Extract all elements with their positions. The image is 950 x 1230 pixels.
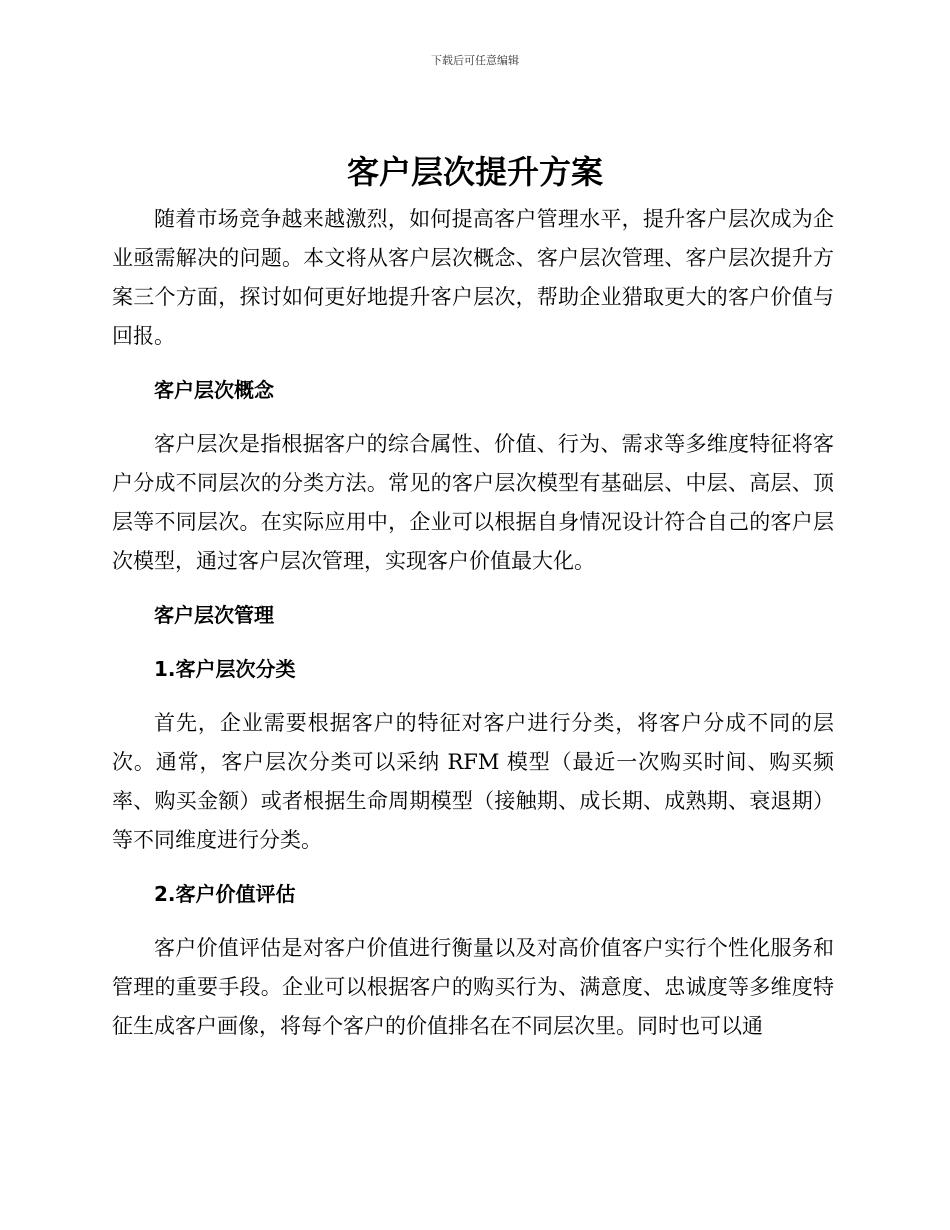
intro-paragraph: 随着市场竞争越来越激烈，如何提高客户管理水平，提升客户层次成为企业亟需解决的问题。本文将从客户层次概念、客户层次管理、客户层次提升方案三个方面，探讨如何更好地提升客户层次，帮助企业猎取更大的客户价值与回报。 [112, 207, 834, 348]
section-heading-management: 客户层次管理 [154, 603, 274, 627]
section-paragraph-classification: 首先，企业需要根据客户的特征对客户进行分类，将客户分成不同的层次。通常，客户层次分类可以采纳 RFM 模型（最近一次购买时间、购买频率、购买金额）或者根据生命周期模型（接触期、成长期、成熟期、衰退期）等不同维度进行分类。 [112, 711, 834, 852]
document-title: 客户层次提升方案 [346, 153, 603, 191]
section-paragraph-concept: 客户层次是指根据客户的综合属性、价值、行为、需求等多维度特征将客户分成不同层次的分类方法。常见的客户层次模型有基础层、中层、高层、顶层等不同层次。在实际应用中，企业可以根据自身情况设计符合自己的客户层次模型，通过客户层次管理，实现客户价值最大化。 [112, 432, 834, 573]
document-body [112, 200, 834, 1046]
section-heading-concept: 客户层次概念 [154, 378, 274, 402]
section-heading-value-assessment: 2.客户价值评估 [154, 882, 296, 906]
page-header: 下载后可任意编辑 [431, 54, 519, 67]
section-paragraph-value-assessment: 客户价值评估是对客户价值进行衡量以及对高价值客户实行个性化服务和管理的重要手段。企业可以根据客户的购买行为、满意度、忠诚度等多维度特征生成客户画像，将每个客户的价值排名在不同层次里。同时也可以通 [112, 936, 834, 1038]
section-heading-classification: 1.客户层次分类 [154, 657, 296, 681]
